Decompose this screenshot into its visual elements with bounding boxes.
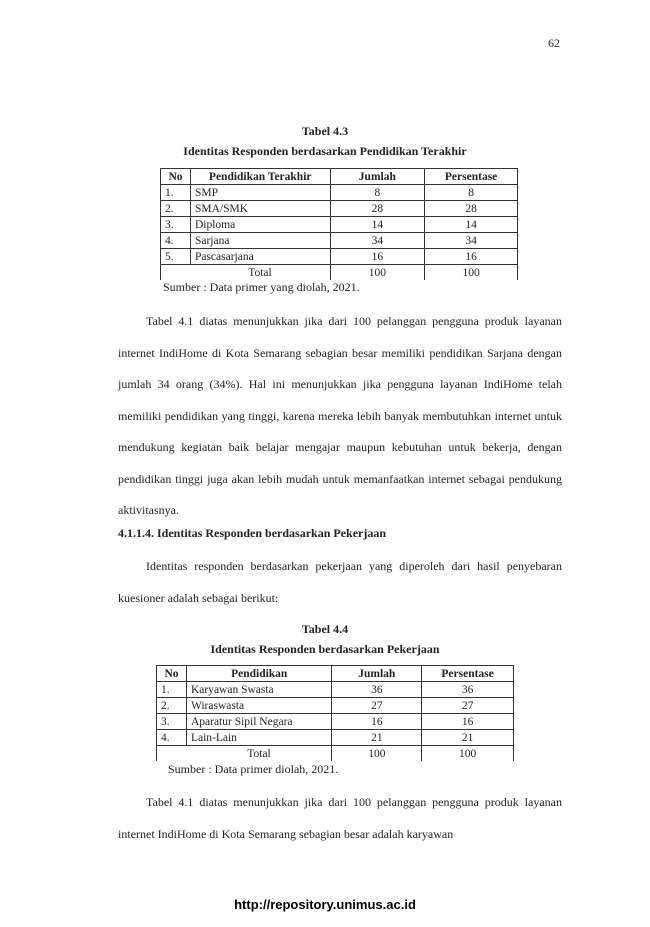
header-cell: No: [161, 169, 191, 185]
row-percent: 34: [425, 233, 518, 249]
table2: [156, 665, 514, 761]
row-label: Pascasarjana: [190, 249, 330, 265]
row-number: 3.: [157, 714, 187, 730]
row-number: 4.: [161, 233, 191, 249]
table-row: [161, 217, 518, 233]
header-cell: Persentase: [425, 169, 518, 185]
total-count: 100: [330, 265, 425, 281]
row-count: 28: [330, 201, 425, 217]
header-cell: Jumlah: [330, 169, 425, 185]
row-percent: 8: [425, 185, 518, 201]
row-number: 2.: [161, 201, 191, 217]
row-count: 16: [332, 714, 422, 730]
header-cell: Pendidikan Terakhir: [190, 169, 330, 185]
row-percent: 36: [422, 682, 514, 698]
total-percent: 100: [425, 265, 518, 281]
body-paragraph-2: Identitas responden berdasarkan pekerjaan yang diperoleh dari hasil penyebaran kuesioner adalah sebagai berikut:: [118, 559, 562, 605]
body-paragraph-1: Tabel 4.1 diatas menunjukkan jika dari 100 pelanggan pengguna produk layanan internet IndiHome di Kota Semarang sebagian besar memiliki pendidikan Sarjana dengan jumlah 34 orang (34%). Hal ini menunjukkan jika pengguna layanan IndiHome telah memiliki pendidikan yang tinggi, karena mereka lebih banyak membutuhkan internet untuk mendukung kegiatan baik belajar mengajar maupun kebutuhan untuk bekerja, dengan pendidikan tinggi juga akan lebih mudah untuk memanfaatkan internet sebagai pendukung aktivitasnya.: [118, 314, 562, 517]
row-percent: 27: [422, 698, 514, 714]
total-count: 100: [332, 746, 422, 762]
table-row: [157, 698, 514, 714]
table-row: [161, 233, 518, 249]
table-row: [157, 682, 514, 698]
table1-caption-number: Tabel 4.3: [301, 124, 349, 138]
table-row: [157, 714, 514, 730]
row-percent: 28: [425, 201, 518, 217]
row-count: 36: [332, 682, 422, 698]
row-percent: 21: [422, 730, 514, 746]
table-row: [161, 249, 518, 265]
footer-url: http://repository.unimus.ac.id: [234, 897, 416, 912]
table-header-row: [161, 169, 518, 185]
table-total-row: [161, 265, 518, 281]
table2-caption-title: Identitas Responden berdasarkan Pekerjaan: [210, 642, 440, 656]
row-percent: 14: [425, 217, 518, 233]
row-label: SMA/SMK: [190, 201, 330, 217]
row-count: 14: [330, 217, 425, 233]
header-cell: Pendidikan: [186, 666, 332, 682]
header-cell: Persentase: [422, 666, 514, 682]
section-heading: 4.1.1.4. Identitas Responden berdasarkan Pekerjaan: [118, 526, 387, 540]
row-number: 1.: [161, 185, 191, 201]
row-label: SMP: [190, 185, 330, 201]
body-paragraph-3: Tabel 4.1 diatas menunjukkan jika dari 100 pelanggan pengguna produk layanan internet IndiHome di Kota Semarang sebagian besar adalah karyawan: [118, 795, 562, 841]
table-header-row: [157, 666, 514, 682]
row-label: Wiraswasta: [186, 698, 332, 714]
row-percent: 16: [422, 714, 514, 730]
table-row: [161, 201, 518, 217]
row-count: 34: [330, 233, 425, 249]
total-blank-cell: [157, 746, 187, 762]
table1-caption-title: Identitas Responden berdasarkan Pendidikan Terakhir: [183, 144, 467, 158]
total-percent: 100: [422, 746, 514, 762]
table1-source: Sumber : Data primer yang diolah, 2021.: [163, 280, 360, 294]
table1: [160, 168, 518, 280]
page-number: 62: [548, 36, 560, 50]
row-number: 2.: [157, 698, 187, 714]
row-number: 5.: [161, 249, 191, 265]
row-label: Lain-Lain: [186, 730, 332, 746]
row-number: 4.: [157, 730, 187, 746]
table-total-row: [157, 746, 514, 762]
row-label: Karyawan Swasta: [186, 682, 332, 698]
row-label: Diploma: [190, 217, 330, 233]
row-label: Sarjana: [190, 233, 330, 249]
table2-caption-number: Tabel 4.4: [301, 622, 349, 636]
row-count: 16: [330, 249, 425, 265]
total-label: Total: [190, 265, 330, 281]
row-count: 8: [330, 185, 425, 201]
row-percent: 16: [425, 249, 518, 265]
row-number: 3.: [161, 217, 191, 233]
row-number: 1.: [157, 682, 187, 698]
table-row: [161, 185, 518, 201]
row-count: 27: [332, 698, 422, 714]
total-blank-cell: [161, 265, 191, 281]
table-row: [157, 730, 514, 746]
row-count: 21: [332, 730, 422, 746]
total-label: Total: [186, 746, 332, 762]
table2-source: Sumber : Data primer diolah, 2021.: [168, 762, 339, 776]
header-cell: Jumlah: [332, 666, 422, 682]
header-cell: No: [157, 666, 187, 682]
row-label: Aparatur Sipil Negara: [186, 714, 332, 730]
